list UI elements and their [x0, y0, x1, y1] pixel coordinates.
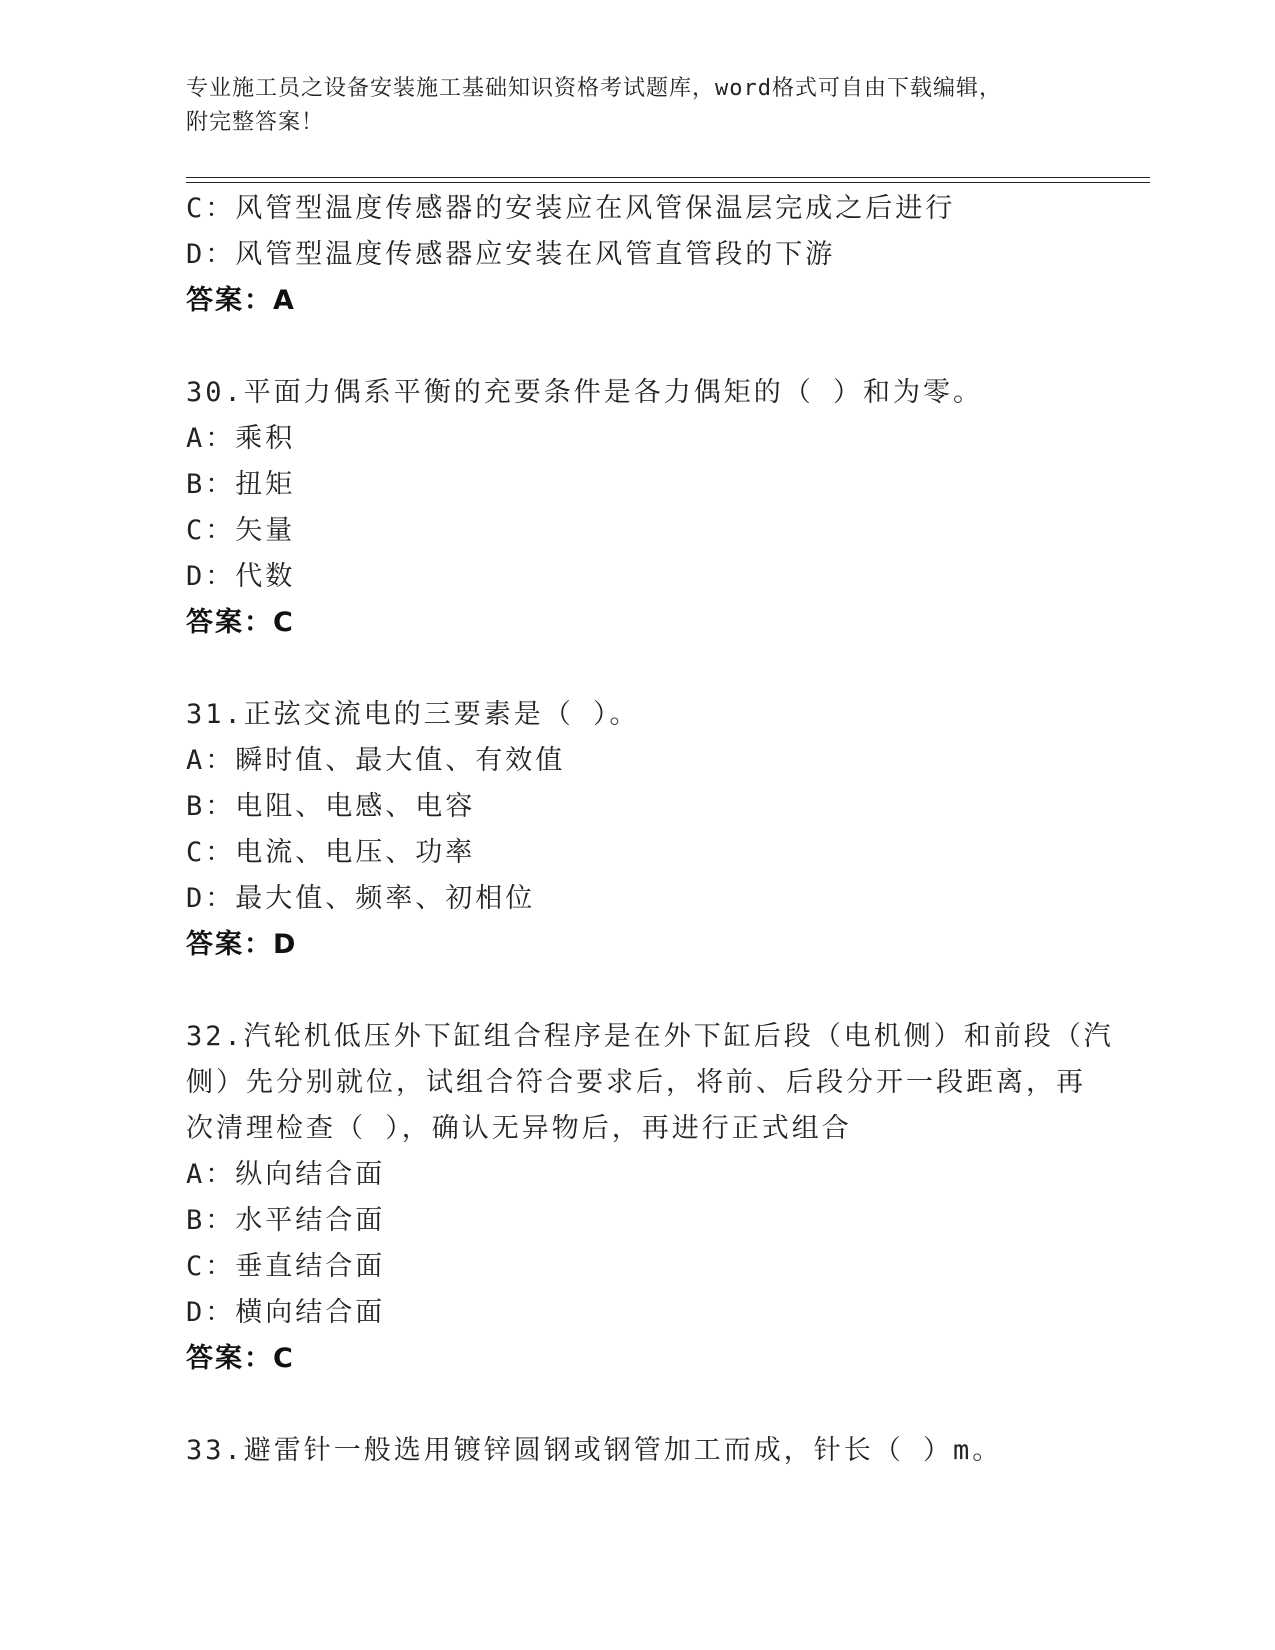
option-b: B：水平结合面	[186, 1205, 386, 1236]
question-list	[186, 186, 1114, 1474]
question-block-31	[186, 692, 1086, 968]
document-header	[186, 72, 1066, 140]
answer-line: 答案：A	[186, 285, 296, 316]
option-a: A：乘积	[186, 423, 296, 454]
question-text-line-3: 次清理检查（ ），确认无异物后，再进行正式组合	[186, 1113, 852, 1144]
question-text-line-1: 32.汽轮机低压外下缸组合程序是在外下缸后段（电机侧）和前段（汽	[186, 1021, 1114, 1052]
answer-line: 答案：C	[186, 607, 295, 638]
question-block-33	[186, 1428, 1086, 1474]
option-a: A：瞬时值、最大值、有效值	[186, 745, 566, 776]
question-block-prev	[186, 186, 1086, 324]
question-text-line-2: 侧）先分别就位，试组合符合要求后，将前、后段分开一段距离，再	[186, 1067, 1086, 1098]
header-divider-bottom	[186, 182, 1150, 183]
option-c: C：矢量	[186, 515, 296, 546]
header-title-line-2: 附完整答案！	[186, 110, 325, 135]
spacer	[186, 324, 1086, 370]
spacer	[186, 1382, 1086, 1428]
option-d: D：横向结合面	[186, 1297, 386, 1328]
question-block-30	[186, 370, 1086, 646]
spacer	[186, 646, 1086, 692]
option-b: B：扭矩	[186, 469, 296, 500]
option-c: C：风管型温度传感器的安装应在风管保温层完成之后进行	[186, 193, 956, 224]
option-c: C：电流、电压、功率	[186, 837, 476, 868]
option-d: D：风管型温度传感器应安装在风管直管段的下游	[186, 239, 836, 270]
question-text: 31.正弦交流电的三要素是（ ）。	[186, 699, 640, 730]
option-b: B：电阻、电感、电容	[186, 791, 476, 822]
question-text: 33.避雷针一般选用镀锌圆钢或钢管加工而成，针长（ ）m。	[186, 1435, 1003, 1466]
header-divider-top	[186, 177, 1150, 178]
answer-line: 答案：D	[186, 929, 298, 960]
option-d: D：代数	[186, 561, 296, 592]
option-a: A：纵向结合面	[186, 1159, 386, 1190]
option-d: D：最大值、频率、初相位	[186, 883, 536, 914]
answer-line: 答案：C	[186, 1343, 295, 1374]
question-text: 30.平面力偶系平衡的充要条件是各力偶矩的（ ）和为零。	[186, 377, 984, 408]
spacer	[186, 968, 1086, 1014]
option-c: C：垂直结合面	[186, 1251, 386, 1282]
header-title-line-1: 专业施工员之设备安装施工基础知识资格考试题库，word格式可自由下载编辑，	[186, 76, 1002, 101]
question-block-32	[186, 1014, 1114, 1382]
